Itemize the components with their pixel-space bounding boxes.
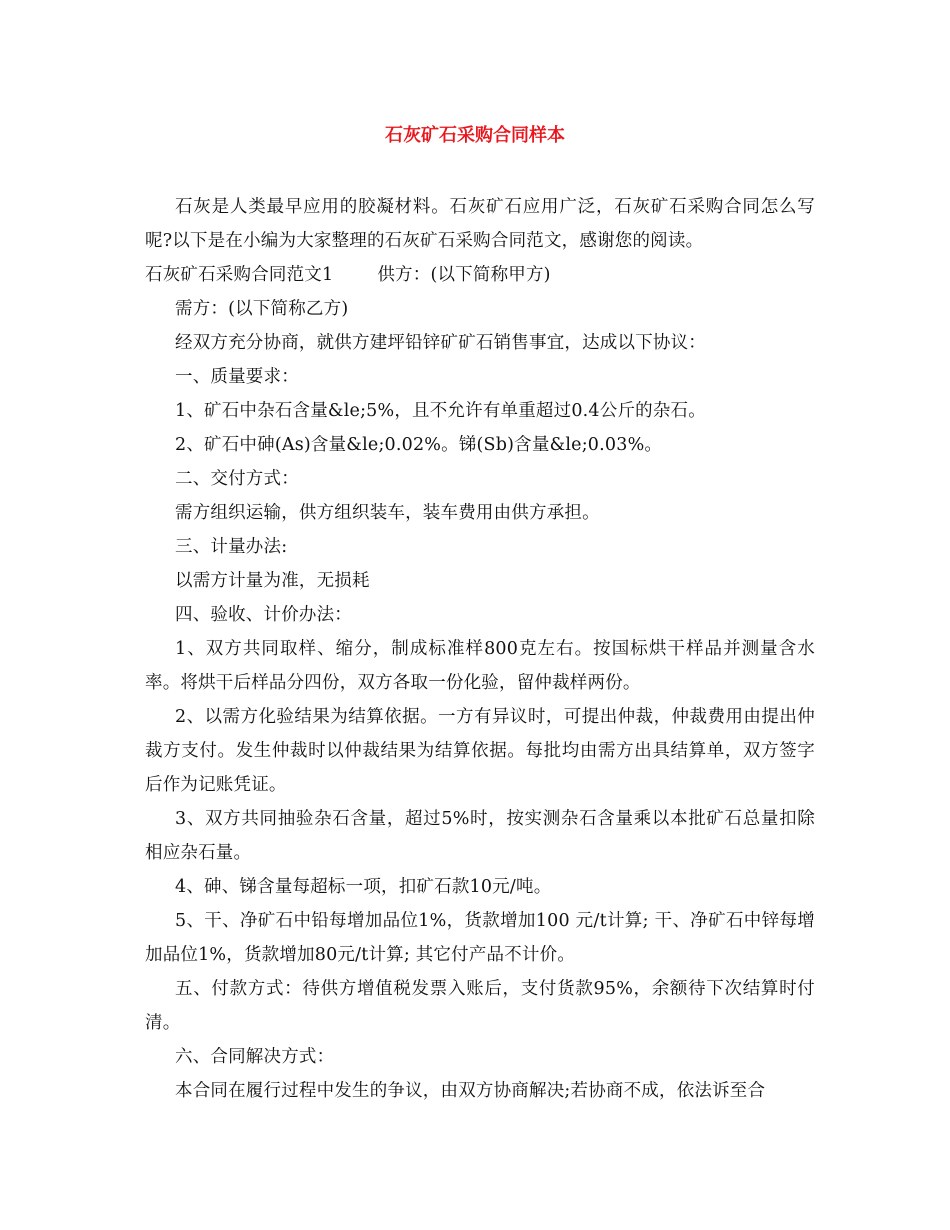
section-heading-quality: 一、质量要求： xyxy=(175,367,299,387)
section-heading-measurement: 三、计量办法: xyxy=(175,537,288,557)
clause-acceptance-2: 2、以需方化验结果为结算依据。一方有异议时，可提出仲裁，仲裁费用由提出仲裁方支付。发生仲裁时以仲裁结果为结算依据。每批均由需方出具结算单，双方签字后作为记账凭证。 xyxy=(145,707,815,795)
sample-title: 石灰矿石采购合同范文1 xyxy=(145,265,334,285)
section-heading-dispute: 六、合同解决方式： xyxy=(175,1047,335,1067)
paragraph-intro: 石灰是人类最早应用的胶凝材料。石灰矿石应用广泛，石灰矿石采购合同怎么写呢?以下是在小编为大家整理的石灰矿石采购合同范文，感谢您的阅读。 xyxy=(145,197,815,251)
clause-acceptance-4: 4、砷、锑含量每超标一项，扣矿石款10元/吨。 xyxy=(175,877,552,897)
clause-measurement: 以需方计量为准，无损耗 xyxy=(175,571,370,591)
section-heading-acceptance: 四、验收、计价办法： xyxy=(175,605,352,625)
clause-acceptance-3: 3、双方共同抽验杂石含量，超过5%时，按实测杂石含量乘以本批矿石总量扣除相应杂石量。 xyxy=(145,809,815,863)
section-heading-delivery: 二、交付方式： xyxy=(175,469,299,489)
document-title: 石灰矿石采购合同样本 xyxy=(385,125,565,146)
paragraph-agreement: 经双方充分协商，就供方建坪铅锌矿矿石销售事宜，达成以下协议： xyxy=(175,333,706,353)
clause-quality-1: 1、矿石中杂石含量&le;5%，且不允许有单重超过0.4公斤的杂石。 xyxy=(175,401,706,421)
supplier-line: 供方：(以下简称甲方) xyxy=(377,265,551,285)
clause-acceptance-1: 1、双方共同取样、缩分，制成标准样800克左右。按国标烘干样品并测量含水率。将烘干后样品分四份，双方各取一份化验，留仲裁样两份。 xyxy=(145,639,815,693)
document-body xyxy=(145,190,815,1108)
paragraph-sample-heading xyxy=(145,258,815,292)
clause-dispute: 本合同在履行过程中发生的争议，由双方协商解决;若协商不成，依法诉至合 xyxy=(175,1081,766,1101)
clause-quality-2: 2、矿石中砷(As)含量&le;0.02%。锑(Sb)含量&le;0.03%。 xyxy=(175,435,663,455)
paragraph-buyer: 需方：(以下简称乙方) xyxy=(175,299,349,319)
clause-payment: 五、付款方式：待供方增值税发票入账后，支付货款95%，余额待下次结算时付清。 xyxy=(145,979,815,1033)
clause-delivery: 需方组织运输，供方组织装车，装车费用由供方承担。 xyxy=(175,503,600,523)
clause-acceptance-5: 5、干、净矿石中铅每增加品位1%，货款增加100 元/t计算; 干、净矿石中锌每增加品位1%，货款增加80元/t计算; 其它付产品不计价。 xyxy=(145,911,815,965)
